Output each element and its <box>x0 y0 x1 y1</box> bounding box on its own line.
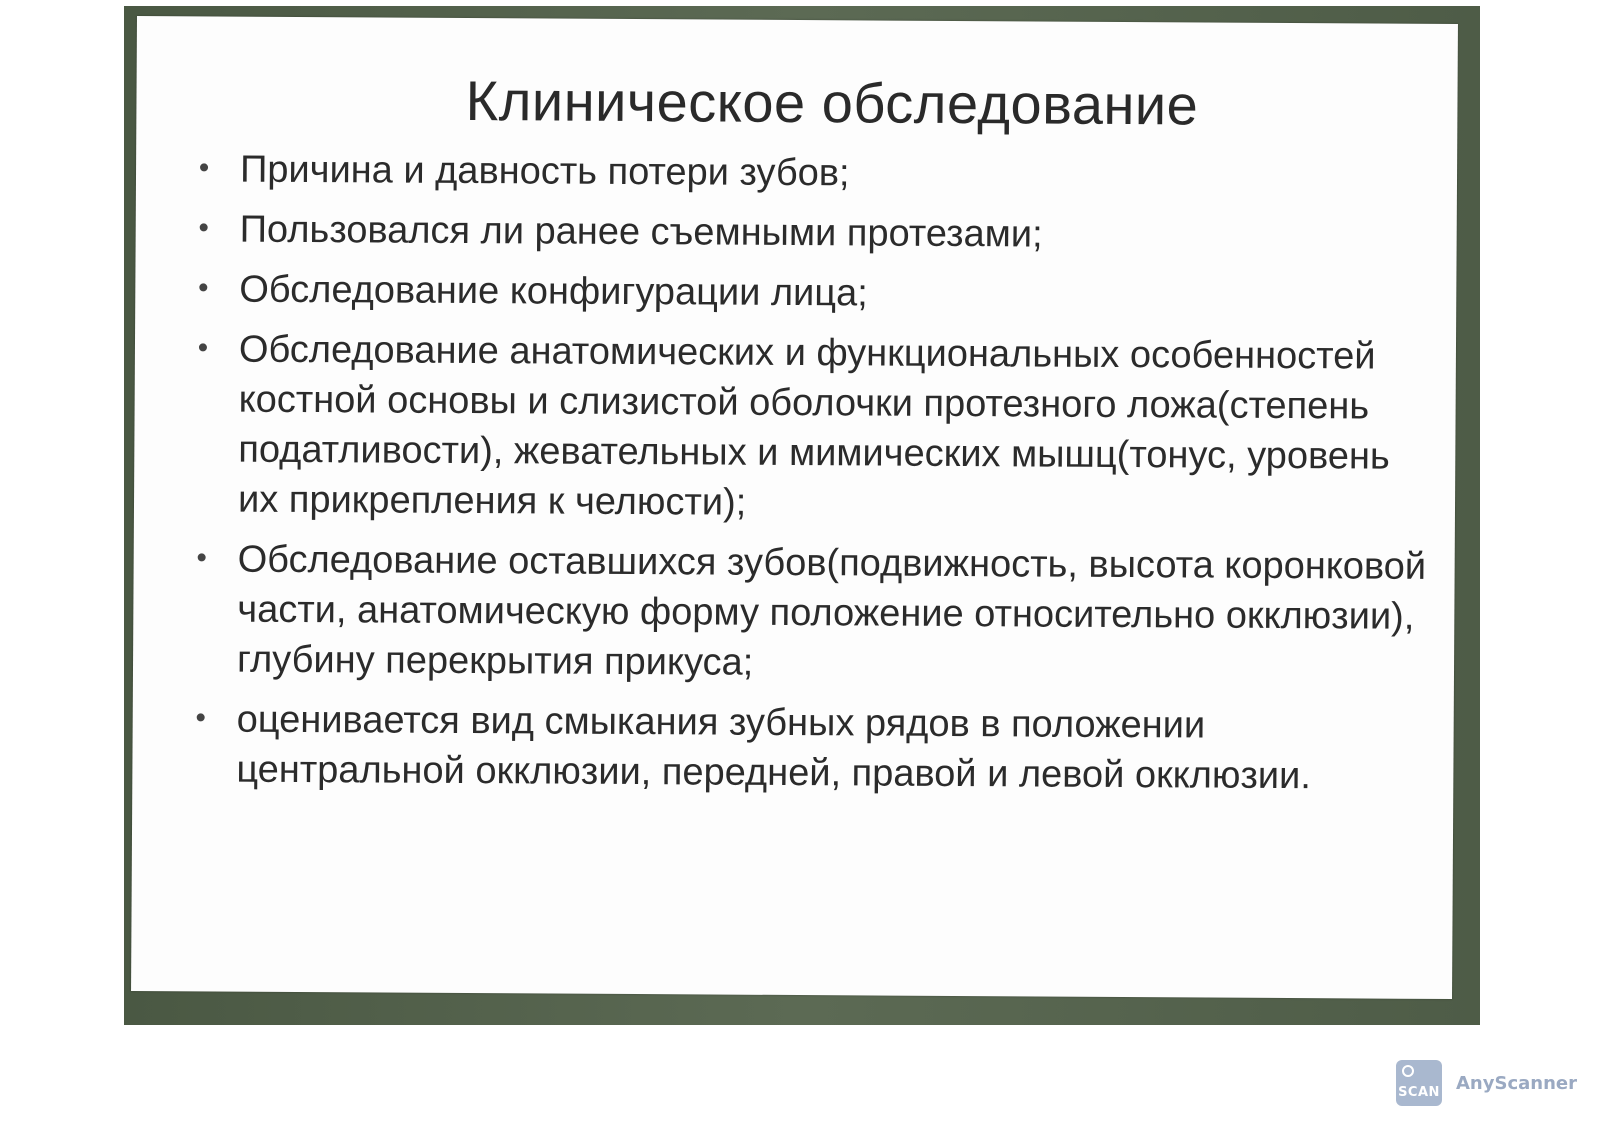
slide-title: Клиническое обследование <box>465 68 1199 137</box>
list-item <box>181 264 1441 322</box>
bullet-dot-icon <box>199 343 207 351</box>
list-item-text: оценивается вид смыкания зубных рядов в положении центральной окклюзии, передней, правой и левой окклюзии. <box>236 698 1311 798</box>
list-item-text: Пользовался ли ранее съемными протезами; <box>239 208 1043 256</box>
slide <box>131 16 1458 999</box>
list-item <box>182 204 1442 262</box>
list-item-text: Обследование оставшихся зубов(подвижность, высота коронковой части, анатомическую форму положение относительно окклюзии), глубину перекрытия прикуса; <box>236 538 1427 684</box>
list-item-text: Обследование конфигурации лица; <box>239 268 868 315</box>
bullet-dot-icon <box>200 163 208 171</box>
app-name: AnyScanner <box>1456 1072 1577 1094</box>
list-item <box>180 324 1441 532</box>
list-item-text: Причина и давность потери зубов; <box>239 148 850 195</box>
list-item-text: Обследование анатомических и функциональных особенностей костной основы и слизистой оболочки протезного ложа(степень податливости), жевательных и мимических мышц(тонус, уровень их прикрепления к челюсти); <box>237 328 1390 524</box>
list-item <box>178 694 1439 802</box>
scan-app-logo-icon <box>1396 1060 1442 1106</box>
camera-lens-icon <box>1402 1065 1414 1077</box>
bullet-dot-icon <box>198 553 206 561</box>
logo-label: SCAN <box>1398 1085 1440 1100</box>
list-item <box>179 534 1440 692</box>
bullet-dot-icon <box>197 713 205 721</box>
scanner-watermark <box>1396 1060 1577 1106</box>
list-item <box>182 144 1442 202</box>
bullet-dot-icon <box>199 283 207 291</box>
bullet-dot-icon <box>200 223 208 231</box>
bullet-list <box>178 144 1442 812</box>
